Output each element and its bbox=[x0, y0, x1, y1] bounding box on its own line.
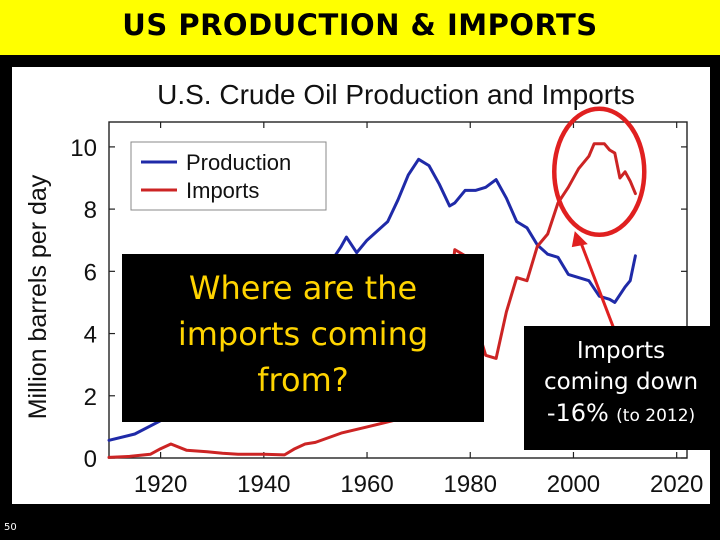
x-tick-label: 1940 bbox=[237, 471, 291, 498]
x-tick-label: 1960 bbox=[340, 471, 394, 498]
callout-line-2: imports coming bbox=[177, 315, 429, 353]
legend-label-imports: Imports bbox=[186, 178, 260, 203]
legend-label-production: Production bbox=[186, 150, 292, 175]
title-bar bbox=[0, 0, 720, 55]
y-tick-label: 4 bbox=[83, 321, 97, 349]
y-tick-label: 2 bbox=[83, 383, 97, 411]
callout-line-1: Where are the bbox=[188, 269, 418, 307]
y-tick-label: 0 bbox=[83, 446, 97, 473]
x-tick-label: 2020 bbox=[649, 471, 704, 498]
page-number: 50 bbox=[4, 522, 17, 533]
callout-text bbox=[122, 265, 484, 403]
x-tick-label: 1980 bbox=[443, 471, 497, 498]
note-line-3 bbox=[524, 398, 718, 432]
y-tick-label: 10 bbox=[70, 134, 97, 162]
highlight-ellipse bbox=[554, 109, 644, 235]
x-tick-label: 2000 bbox=[546, 471, 601, 498]
note-line-1: Imports bbox=[576, 338, 666, 364]
note-percent: -16% bbox=[546, 399, 609, 427]
chart-title: U.S. Crude Oil Production and Imports bbox=[157, 79, 635, 110]
slide-title: US PRODUCTION & IMPORTS bbox=[122, 8, 598, 42]
highlight-arrow-line bbox=[579, 237, 617, 337]
note-line-2: coming down bbox=[543, 369, 699, 395]
note-text bbox=[524, 336, 718, 432]
y-tick-label: 6 bbox=[83, 259, 97, 287]
y-tick-label: 8 bbox=[83, 197, 97, 225]
y-axis-label: Million barrels per day bbox=[24, 174, 52, 420]
note-suffix: (to 2012) bbox=[616, 406, 696, 426]
callout-line-3: from? bbox=[257, 361, 349, 399]
x-tick-label: 1920 bbox=[133, 471, 188, 498]
